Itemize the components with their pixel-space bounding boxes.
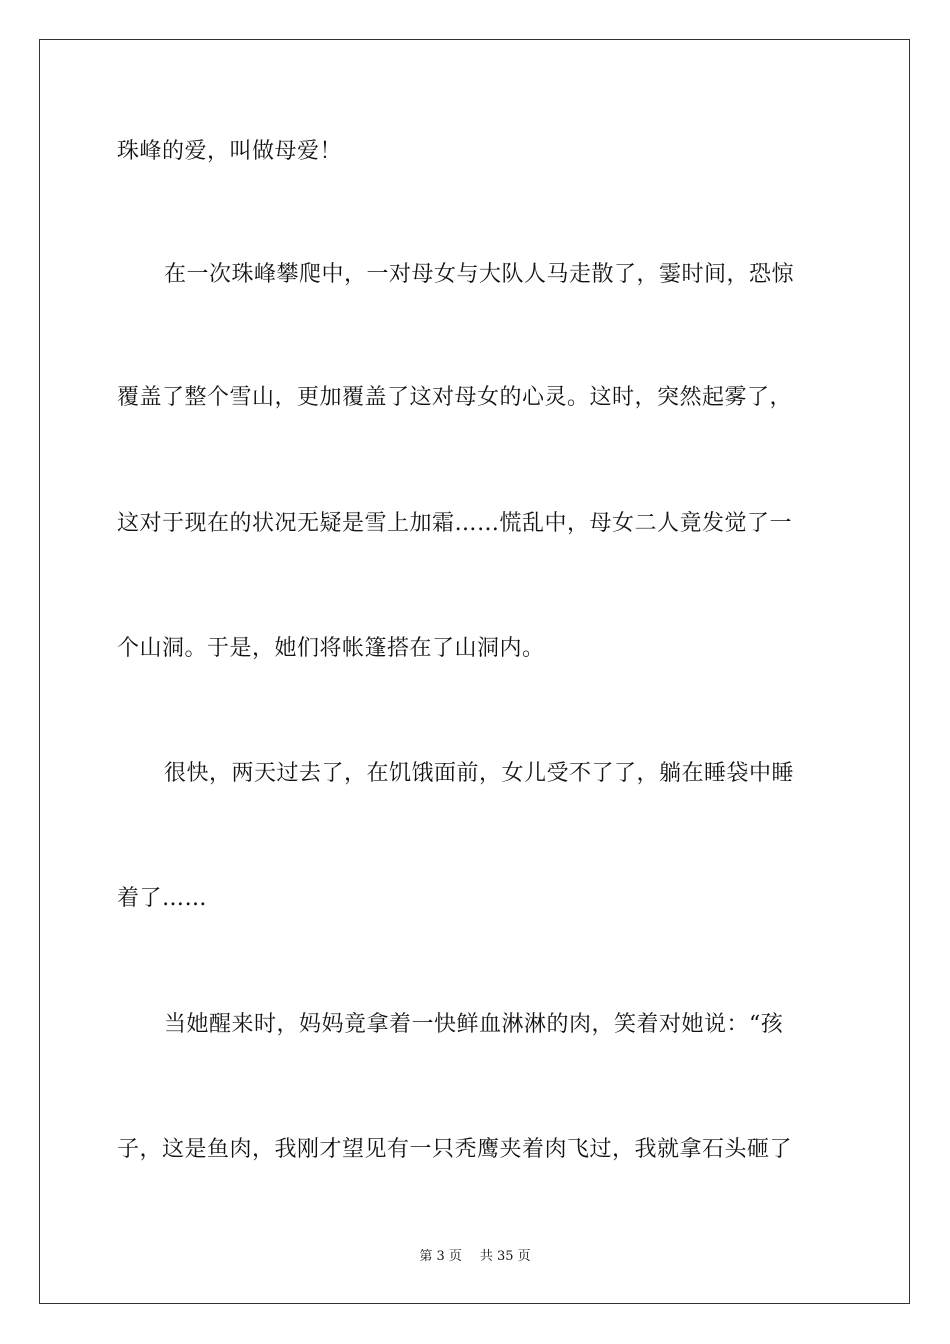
text-line-3: 覆盖了整个雪山，更加覆盖了这对母女的心灵。这时，突然起雾了， — [117, 385, 793, 410]
text-line-8: 当她醒来时，妈妈竟拿着一快鲜血淋淋的肉，笑着对她说：“孩 — [164, 1012, 784, 1037]
total-pages: 共 35 页 — [479, 1249, 531, 1264]
text-line-6: 很快，两天过去了，在饥饿面前，女儿受不了了，躺在睡袋中睡 — [164, 761, 795, 786]
text-line-2: 在一次珠峰攀爬中，一对母女与大队人马走散了，霎时间，恐惊 — [164, 262, 795, 287]
page-footer — [0, 1245, 950, 1264]
page-border — [39, 39, 910, 1304]
text-line-9: 子，这是鱼肉，我刚才望见有一只秃鹰夹着肉飞过，我就拿石头砸了 — [117, 1137, 793, 1162]
text-line-7: 着了…… — [117, 886, 208, 911]
text-line-5: 个山洞。于是，她们将帐篷搭在了山洞内。 — [117, 636, 545, 661]
text-line-1: 珠峰的爱，叫做母爱！ — [117, 139, 343, 164]
page-number: 第 3 页 — [419, 1249, 462, 1264]
text-line-4: 这对于现在的状况无疑是雪上加霜……慌乱中，母女二人竟发觉了一 — [117, 511, 793, 536]
